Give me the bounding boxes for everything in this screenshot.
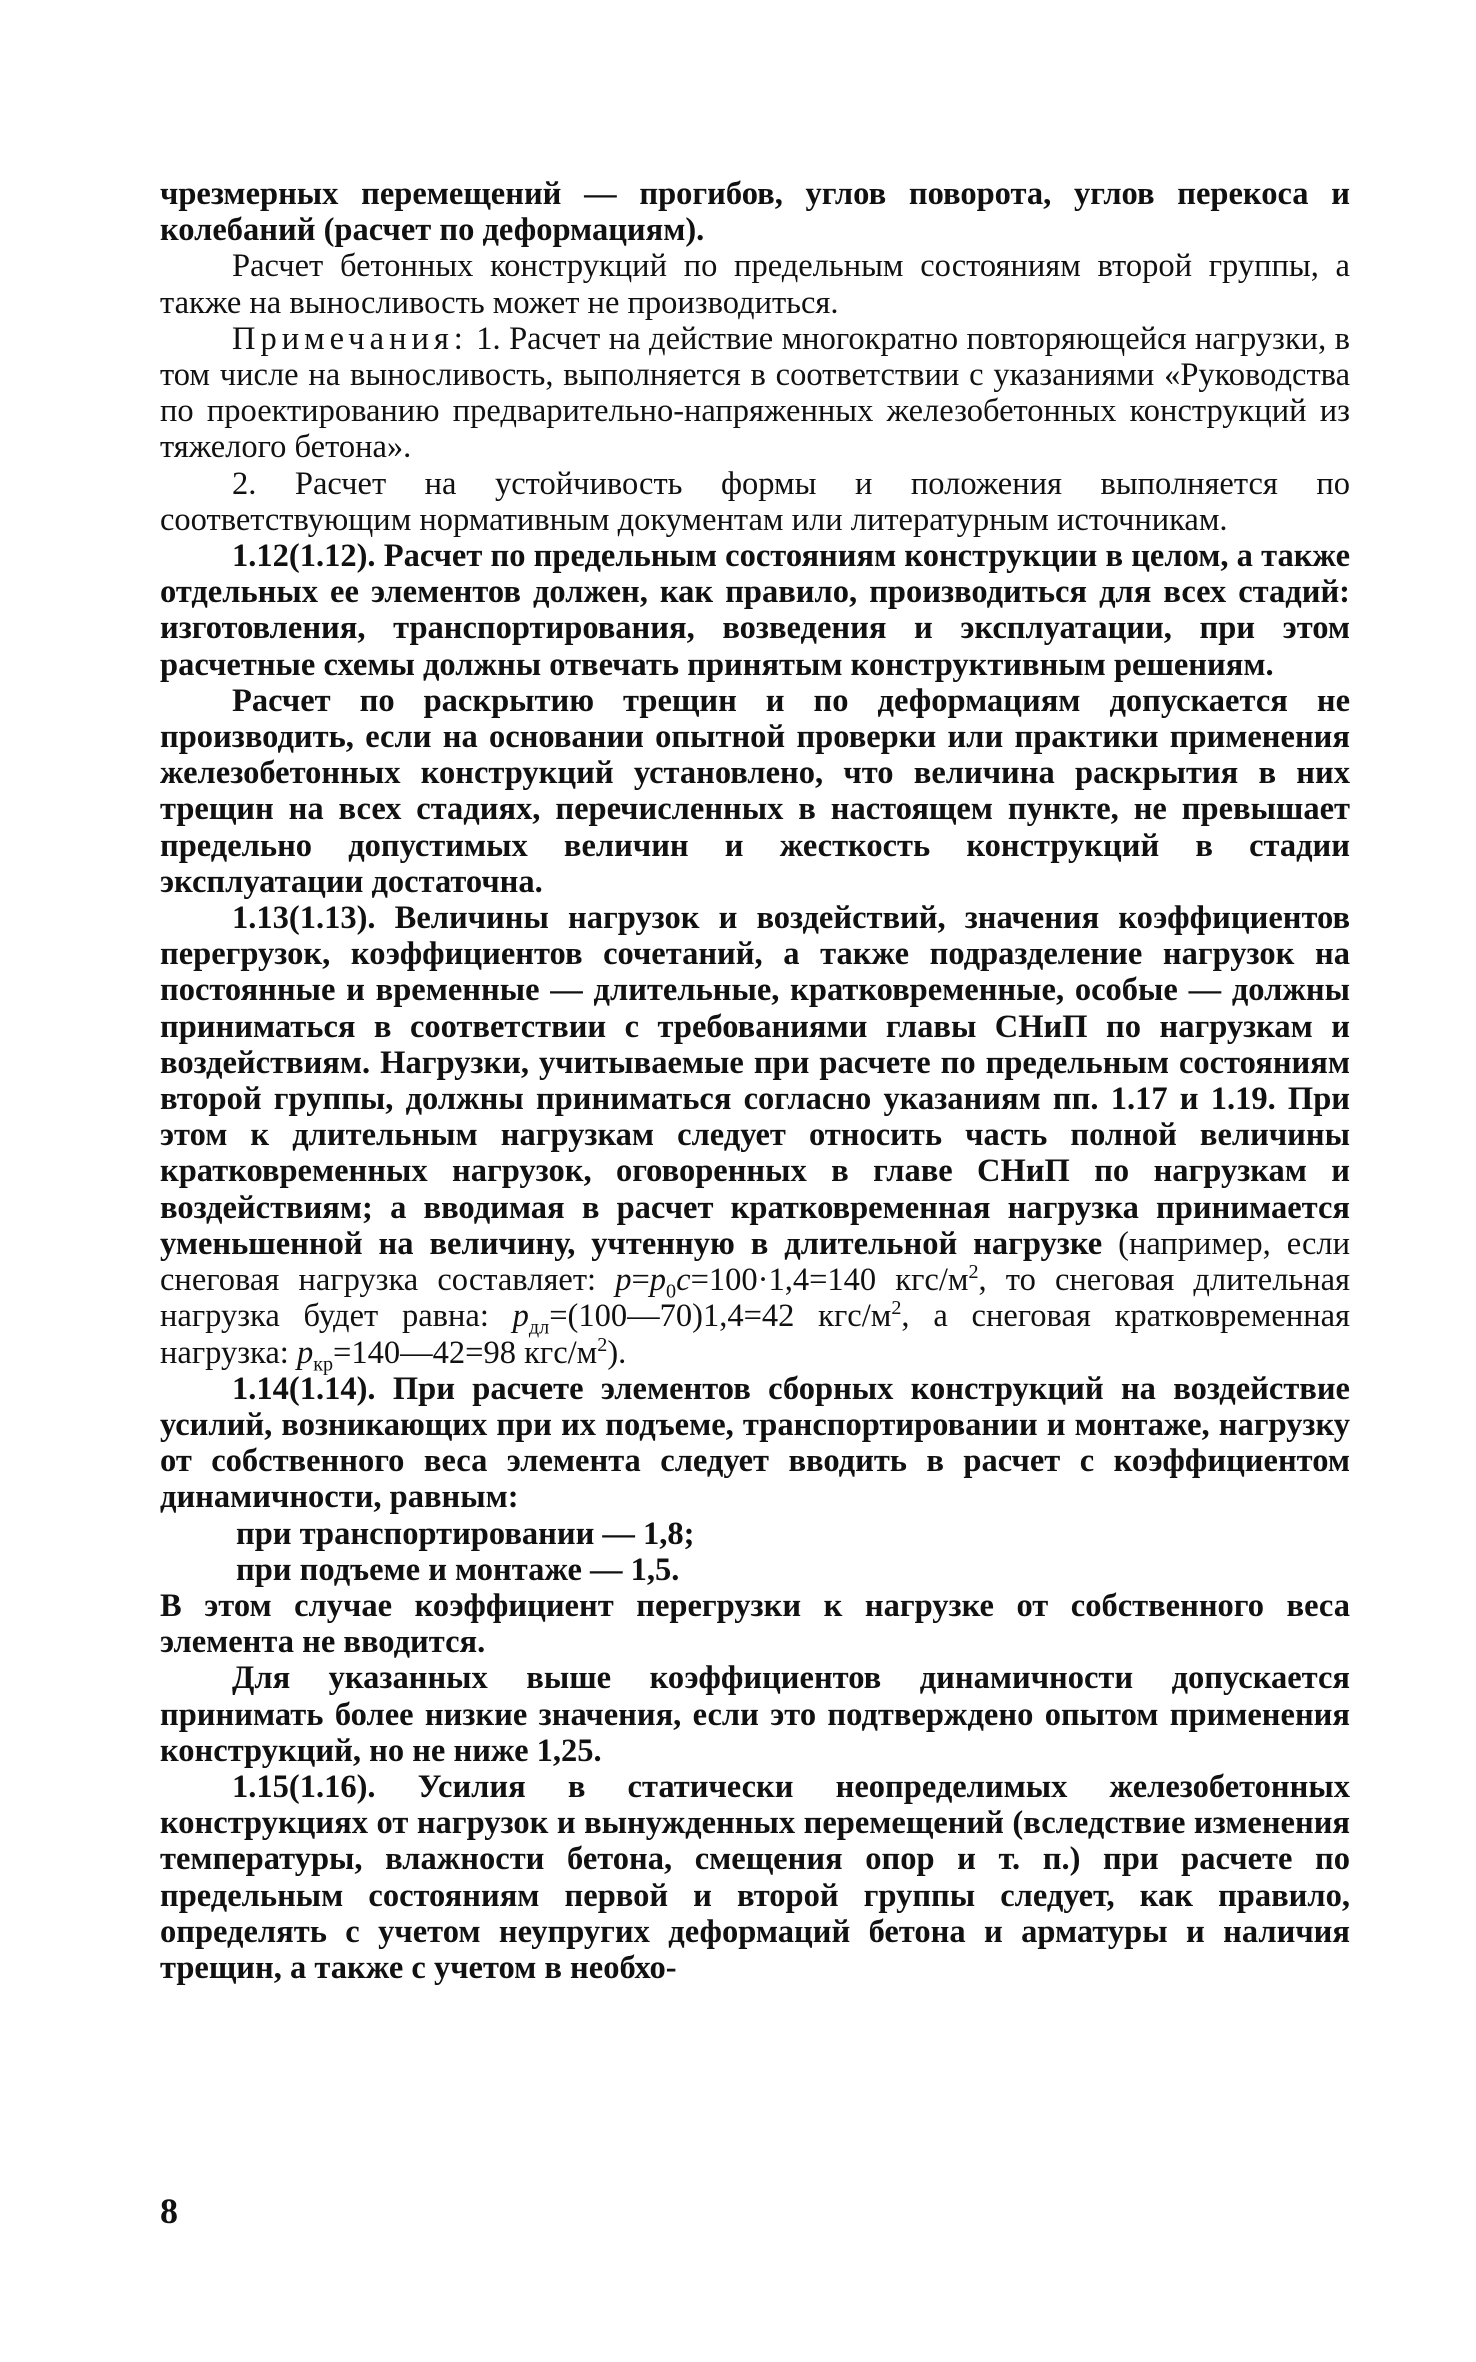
paragraph-cracks: Расчет по раскрытию трещин и по деформациям допускается не производить, если на основании опытной проверки или практики применения железобетонных конструкций установлено, что величина раскрытия в них трещин на всех стадиях, перечисленных в настоящем пункте, не превышает предельно допустимых величин и жесткость конструкций в стадии эксплуатации достаточна. <box>160 682 1350 900</box>
clause-text: Усилия в статически неопределимых железобетонных конструкциях от нагрузок и вынужденных перемещений (вследствие изменения температуры, влажности бетона, смещения опор и т. п.) при расчете по предельным состояниям первой и второй группы следует, как правило, определять с учетом неупругих деформаций бетона и арматуры и наличия трещин, а также с учетом в необхо- <box>160 1768 1350 1986</box>
clause-number: 1.14(1.14). <box>232 1370 376 1407</box>
clause-text-example: (например, если снеговая нагрузка составляет: <box>160 1225 1350 1299</box>
notes-label: Примечания: <box>232 320 468 357</box>
clause-1-12 <box>160 538 1350 683</box>
clause-1-14 <box>160 1371 1350 1516</box>
list-item-transport: при транспортировании — 1,8; <box>236 1515 695 1552</box>
clause-number: 1.15(1.16). <box>232 1768 376 1805</box>
formula-3: $p_{кр}=140—42=98$ кгс/$м^2$ <box>296 1333 608 1375</box>
clause-1-15 <box>160 1769 1350 1986</box>
note-1 <box>160 321 1350 466</box>
paragraph-dynamic: Для указанных выше коэффициентов динамичности допускается принимать более низкие значения, если это подтверждено опытом применения конструкций, но не ниже 1,25. <box>160 1660 1350 1769</box>
clause-text: При расчете элементов сборных конструкций на воздействие усилий, возникающих при их подъеме, транспортировании и монтаже, нагрузку от собственного веса элемента следует вводить в расчет с коэффициентом динамичности, равным: <box>160 1370 1350 1516</box>
clause-text: Величины нагрузок и воздействий, значения коэффициентов перегрузок, коэффициентов сочетаний, а также подразделение нагрузок на постоянные и временные — длительные, кратковременные, особые — должны приниматься в соответствии с требованиями главы СНиП по нагрузкам и воздействиям. Нагрузки, учитываемые при расчете по предельным состояниям второй группы, должны приниматься согласно указаниям пп. 1.17 и 1.19. При этом к длительным нагрузкам следует относить часть полной величины кратковременных нагрузок, оговоренных в главе СНиП по нагрузкам и воздействиям; а вводимая в расчет кратковременная нагрузка принимается уменьшенной на величину, учтенную в длительной нагрузке <box>160 900 1350 1262</box>
list-item-lifting: при подъеме и монтаже — 1,5. <box>236 1551 680 1588</box>
paragraph-1: чрезмерных перемещений — прогибов, углов поворота, углов перекоса и колебаний (расчет по деформациям). <box>160 176 1350 249</box>
formula-2: $p_{дл}=(100—70)1,4=42$ кгс/$м^2$ <box>512 1297 902 1339</box>
note-1-text: 1. Расчет на действие многократно повторяющейся нагрузки, в том числе на выносливость, выполняется в соответствии с указаниями «Руководства по проектированию предварительно-напряженных железобетонных конструкций из тяжелого бетона». <box>160 320 1350 466</box>
body-text <box>160 176 1350 1986</box>
formula-1: $p=p_0c=100\cdot 1,4=140$ кгс/$м^2$ <box>615 1261 979 1303</box>
clause-number: 1.12(1.12). <box>232 538 376 575</box>
paragraph-overload: В этом случае коэффициент перегрузки к нагрузке от собственного веса элемента не вводится. <box>160 1587 1350 1661</box>
clause-number: 1.13(1.13). <box>232 900 376 937</box>
clause-1-13: 1.13(1.13). Величины нагрузок и воздействий, значения коэффициентов перегрузок, коэффициентов сочетаний, а также подразделение нагрузок на постоянные и временные — длительные, кратковременные, особые — должны приниматься в соответствии с требованиями главы СНиП по нагрузкам и воздействиям. Нагрузки, учитываемые при расчете по предельным состояниям второй группы, должны приниматься согласно указаниям пп. 1.17 и 1.19. При этом к длительным нагрузкам следует относить часть полной величины кратковременных нагрузок, оговоренных в главе СНиП по нагрузкам и воздействиям; а вводимая в расчет кратковременная нагрузка принимается уменьшенной на величину, учтенную в длительной нагрузке (например, если снеговая нагрузка составляет: $p=p_0c=100\cdot 1,4=140$ кгс/$м^2$, то снеговая длительная нагрузка будет равна: $p_{дл}=(100—70)1,4=42$ кгс/$м^2$, а снеговая кратковременная нагрузка: $p_{кр}=140—42=98$ кгс/$м^2$). <box>160 900 1350 1375</box>
clause-text: Расчет по предельным состояниям конструкции в целом, а также отдельных ее элементов должен, как правило, производиться для всех стадий: изготовления, транспортирования, возведения и эксплуатации, при этом расчетные схемы должны отвечать принятым конструктивным решениям. <box>160 538 1350 683</box>
paragraph-2: Расчет бетонных конструкций по предельным состояниям второй группы, а также на выносливость может не производиться. <box>160 248 1350 321</box>
page-number: 8 <box>160 2191 178 2231</box>
note-2: 2. Расчет на устойчивость формы и положения выполняется по соответствующим нормативным документам или литературным источникам. <box>160 465 1350 538</box>
